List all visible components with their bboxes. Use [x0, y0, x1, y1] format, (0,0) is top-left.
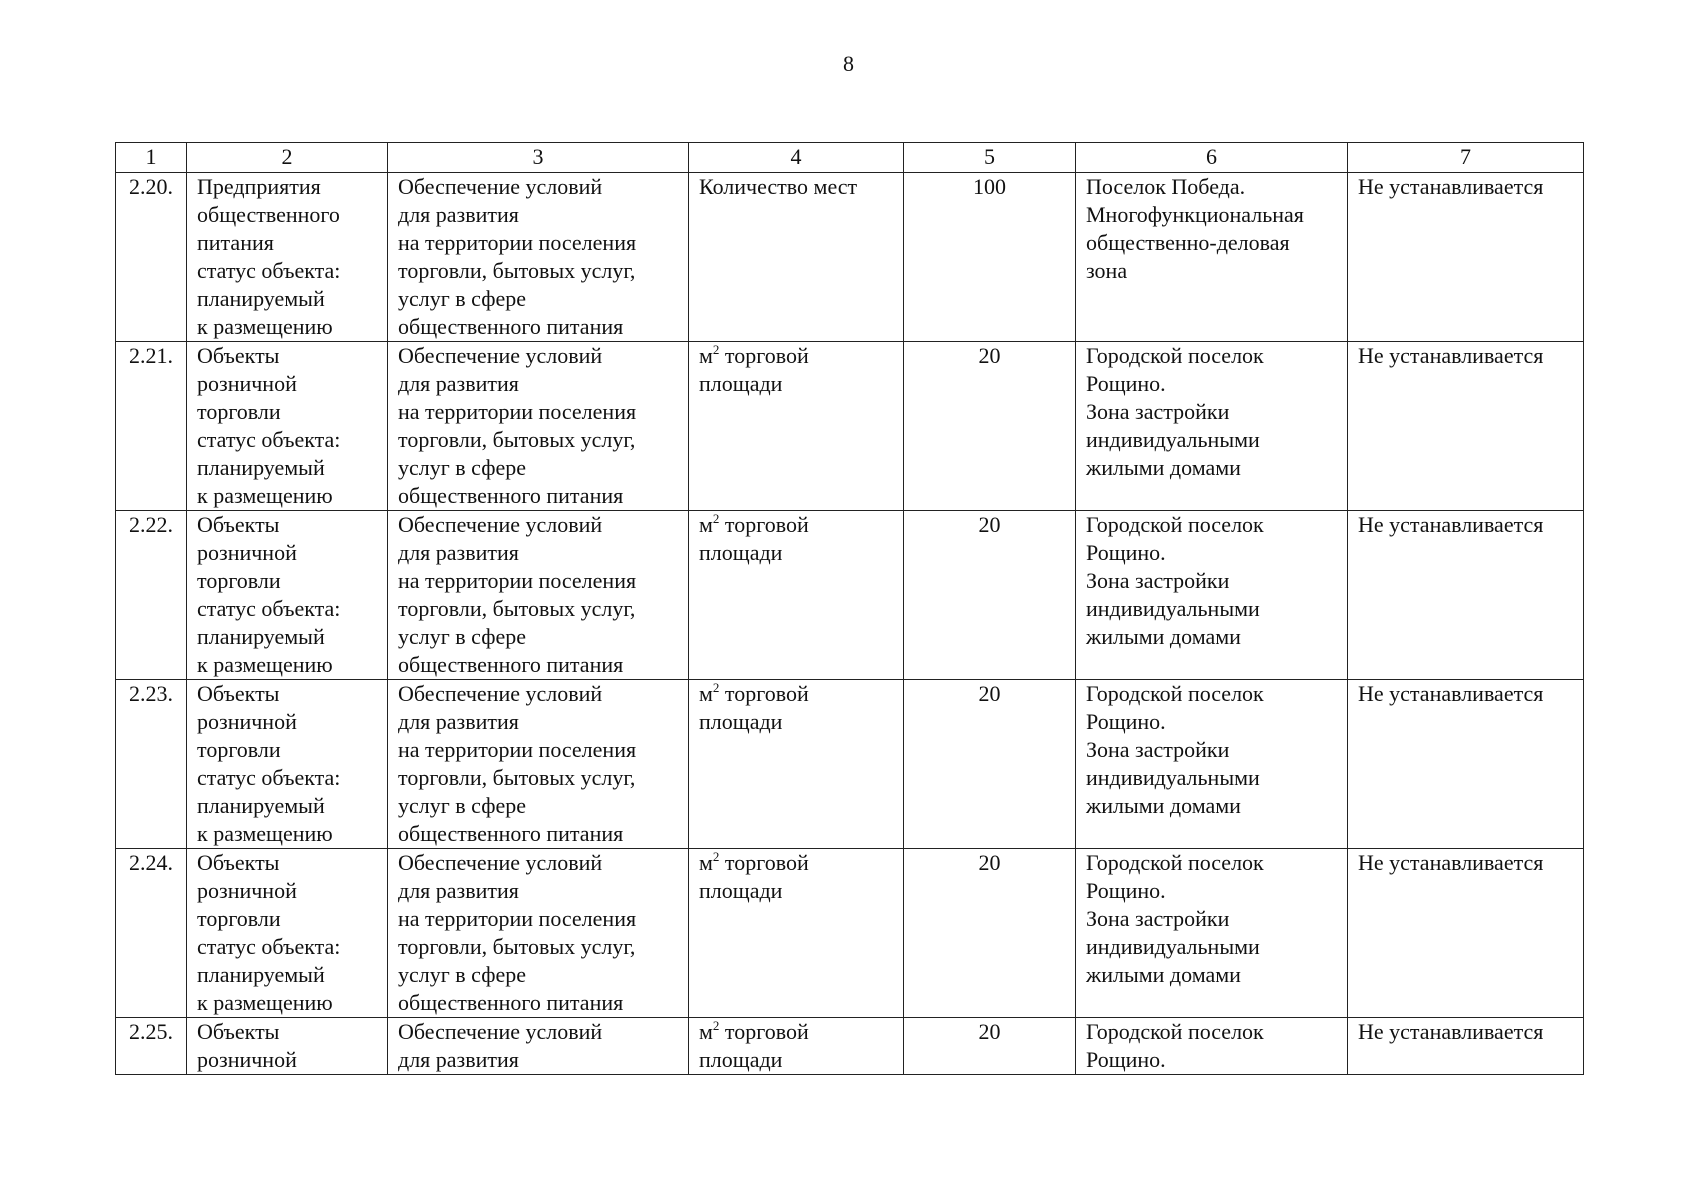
location-line: жилыми домами	[1086, 962, 1241, 987]
value-cell: 20	[904, 680, 1076, 849]
column-number-7: 7	[1348, 143, 1584, 173]
purpose-cell	[388, 849, 689, 1018]
unit-cell	[689, 1018, 904, 1075]
location-line: Городской поселок	[1086, 512, 1264, 537]
unit-text: торговой	[719, 1019, 809, 1044]
object-name-line: к размещению	[197, 990, 333, 1015]
purpose-line: Обеспечение условий	[398, 850, 603, 875]
purpose-line: для развития	[398, 709, 519, 734]
object-name-line: к размещению	[197, 483, 333, 508]
purpose-line: общественного питания	[398, 821, 624, 846]
value-cell: 20	[904, 342, 1076, 511]
object-name-cell	[187, 511, 388, 680]
objects-table	[115, 142, 1584, 1075]
location-cell	[1076, 849, 1348, 1018]
location-line: индивидуальными	[1086, 427, 1260, 452]
object-name-line: торговли	[197, 906, 281, 931]
row-number: 2.22.	[116, 511, 187, 680]
purpose-line: общественного питания	[398, 483, 624, 508]
zone-cell: Не устанавливается	[1348, 1018, 1584, 1075]
object-name-line: планируемый	[197, 286, 325, 311]
unit-superscript: 2	[712, 680, 720, 695]
column-number-6: 6	[1076, 143, 1348, 173]
table-row	[116, 511, 1584, 680]
location-line: жилыми домами	[1086, 455, 1241, 480]
row-number: 2.23.	[116, 680, 187, 849]
column-number-1: 1	[116, 143, 187, 173]
unit-superscript: 2	[712, 849, 720, 864]
table-row	[116, 173, 1584, 342]
object-name-cell	[187, 680, 388, 849]
location-cell	[1076, 342, 1348, 511]
location-line: Городской поселок	[1086, 343, 1264, 368]
value-cell: 20	[904, 849, 1076, 1018]
location-line: Зона застройки	[1086, 568, 1230, 593]
location-line: общественно-деловая	[1086, 230, 1290, 255]
location-line: Городской поселок	[1086, 1019, 1264, 1044]
object-name-line: розничной	[197, 1047, 297, 1072]
zone-cell: Не устанавливается	[1348, 511, 1584, 680]
purpose-line: общественного питания	[398, 652, 624, 677]
object-name-line: торговли	[197, 568, 281, 593]
column-number-4: 4	[689, 143, 904, 173]
purpose-line: общественного питания	[398, 990, 624, 1015]
location-line: Зона застройки	[1086, 399, 1230, 424]
unit-superscript: 2	[712, 1018, 720, 1033]
object-name-line: розничной	[197, 371, 297, 396]
value-cell: 20	[904, 511, 1076, 680]
purpose-line: Обеспечение условий	[398, 343, 603, 368]
object-name-line: планируемый	[197, 793, 325, 818]
location-line: индивидуальными	[1086, 934, 1260, 959]
unit-text: торговой	[719, 850, 809, 875]
table-row	[116, 680, 1584, 849]
purpose-line: услуг в сфере	[398, 793, 526, 818]
row-number: 2.25.	[116, 1018, 187, 1075]
purpose-line: для развития	[398, 371, 519, 396]
unit-base: м	[699, 1019, 713, 1044]
location-line: Рощино.	[1086, 1047, 1166, 1072]
unit-cell	[689, 511, 904, 680]
object-name-line: розничной	[197, 878, 297, 903]
purpose-line: Обеспечение условий	[398, 681, 603, 706]
location-line: Городской поселок	[1086, 681, 1264, 706]
unit-line: площади	[699, 878, 783, 903]
zone-cell: Не устанавливается	[1348, 342, 1584, 511]
unit-cell	[689, 849, 904, 1018]
object-name-cell	[187, 173, 388, 342]
location-line: жилыми домами	[1086, 793, 1241, 818]
object-name-line: к размещению	[197, 821, 333, 846]
unit-text: торговой	[719, 512, 809, 537]
location-line: жилыми домами	[1086, 624, 1241, 649]
purpose-cell	[388, 511, 689, 680]
purpose-line: торговли, бытовых услуг,	[398, 596, 636, 621]
location-cell	[1076, 173, 1348, 342]
purpose-line: общественного питания	[398, 314, 624, 339]
object-name-line: планируемый	[197, 455, 325, 480]
object-name-cell	[187, 342, 388, 511]
object-name-line: питания	[197, 230, 274, 255]
object-name-line: планируемый	[197, 962, 325, 987]
purpose-line: для развития	[398, 202, 519, 227]
object-name-line: розничной	[197, 540, 297, 565]
object-name-line: планируемый	[197, 624, 325, 649]
purpose-line: на территории поселения	[398, 230, 637, 255]
object-name-line: к размещению	[197, 314, 333, 339]
unit-line: площади	[699, 540, 783, 565]
purpose-line: на территории поселения	[398, 399, 637, 424]
unit-superscript: 2	[712, 511, 720, 526]
row-number: 2.21.	[116, 342, 187, 511]
unit-line	[699, 342, 893, 370]
object-name-line: торговли	[197, 399, 281, 424]
unit-line: площади	[699, 371, 783, 396]
location-cell	[1076, 1018, 1348, 1075]
purpose-line: услуг в сфере	[398, 286, 526, 311]
location-line: Зона застройки	[1086, 737, 1230, 762]
unit-line	[699, 1018, 893, 1046]
purpose-line: торговли, бытовых услуг,	[398, 765, 636, 790]
object-name-line: к размещению	[197, 652, 333, 677]
location-line: Многофункциональная	[1086, 202, 1304, 227]
purpose-line: услуг в сфере	[398, 962, 526, 987]
page-number: 8	[843, 51, 854, 76]
object-name-line: статус объекта:	[197, 934, 341, 959]
object-name-line: статус объекта:	[197, 427, 341, 452]
purpose-line: услуг в сфере	[398, 455, 526, 480]
purpose-line: Обеспечение условий	[398, 1019, 603, 1044]
unit-base: м	[699, 681, 713, 706]
location-line: Рощино.	[1086, 540, 1166, 565]
location-line: Рощино.	[1086, 371, 1166, 396]
location-cell	[1076, 511, 1348, 680]
location-line: индивидуальными	[1086, 596, 1260, 621]
location-line: Зона застройки	[1086, 906, 1230, 931]
column-number-2: 2	[187, 143, 388, 173]
column-number-5: 5	[904, 143, 1076, 173]
object-name-line: торговли	[197, 737, 281, 762]
object-name-line: Объекты	[197, 343, 280, 368]
table-header-row	[116, 143, 1584, 173]
column-number-3: 3	[388, 143, 689, 173]
purpose-cell	[388, 173, 689, 342]
object-name-line: Объекты	[197, 681, 280, 706]
purpose-cell	[388, 680, 689, 849]
unit-line	[699, 511, 893, 539]
unit-text: торговой	[719, 343, 809, 368]
unit-line	[699, 849, 893, 877]
unit-cell	[689, 680, 904, 849]
object-name-cell	[187, 1018, 388, 1075]
object-name-line: статус объекта:	[197, 596, 341, 621]
zone-cell: Не устанавливается	[1348, 680, 1584, 849]
object-name-line: статус объекта:	[197, 258, 341, 283]
location-line: Рощино.	[1086, 878, 1166, 903]
unit-cell	[689, 173, 904, 342]
purpose-line: на территории поселения	[398, 568, 637, 593]
purpose-line: торговли, бытовых услуг,	[398, 258, 636, 283]
location-cell	[1076, 680, 1348, 849]
table-row	[116, 342, 1584, 511]
purpose-line: торговли, бытовых услуг,	[398, 427, 636, 452]
location-line: Рощино.	[1086, 709, 1166, 734]
location-line: зона	[1086, 258, 1128, 283]
row-number: 2.24.	[116, 849, 187, 1018]
purpose-line: услуг в сфере	[398, 624, 526, 649]
object-name-line: Объекты	[197, 850, 280, 875]
zone-cell: Не устанавливается	[1348, 173, 1584, 342]
row-number: 2.20.	[116, 173, 187, 342]
purpose-line: для развития	[398, 540, 519, 565]
object-name-line: Объекты	[197, 1019, 280, 1044]
unit-line: площади	[699, 1047, 783, 1072]
object-name-line: статус объекта:	[197, 765, 341, 790]
purpose-line: для развития	[398, 1047, 519, 1072]
unit-base: м	[699, 512, 713, 537]
purpose-line: Обеспечение условий	[398, 512, 603, 537]
purpose-cell	[388, 342, 689, 511]
unit-line: площади	[699, 709, 783, 734]
purpose-line: на территории поселения	[398, 737, 637, 762]
unit-superscript: 2	[712, 342, 720, 357]
location-line: Городской поселок	[1086, 850, 1264, 875]
location-line: индивидуальными	[1086, 765, 1260, 790]
table-row	[116, 849, 1584, 1018]
object-name-line: общественного	[197, 202, 340, 227]
object-name-line: Предприятия	[197, 174, 321, 199]
table-row	[116, 1018, 1584, 1075]
object-name-cell	[187, 849, 388, 1018]
zone-cell: Не устанавливается	[1348, 849, 1584, 1018]
purpose-line: на территории поселения	[398, 906, 637, 931]
object-name-line: розничной	[197, 709, 297, 734]
object-name-line: Объекты	[197, 512, 280, 537]
purpose-cell	[388, 1018, 689, 1075]
location-line: Поселок Победа.	[1086, 174, 1246, 199]
unit-cell	[689, 342, 904, 511]
value-cell: 20	[904, 1018, 1076, 1075]
unit-text: торговой	[719, 681, 809, 706]
unit-base: м	[699, 850, 713, 875]
unit-line	[699, 680, 893, 708]
unit-base: м	[699, 343, 713, 368]
purpose-line: Обеспечение условий	[398, 174, 603, 199]
purpose-line: для развития	[398, 878, 519, 903]
unit-base: Количество мест	[699, 174, 858, 199]
purpose-line: торговли, бытовых услуг,	[398, 934, 636, 959]
value-cell: 100	[904, 173, 1076, 342]
unit-line	[699, 173, 893, 201]
